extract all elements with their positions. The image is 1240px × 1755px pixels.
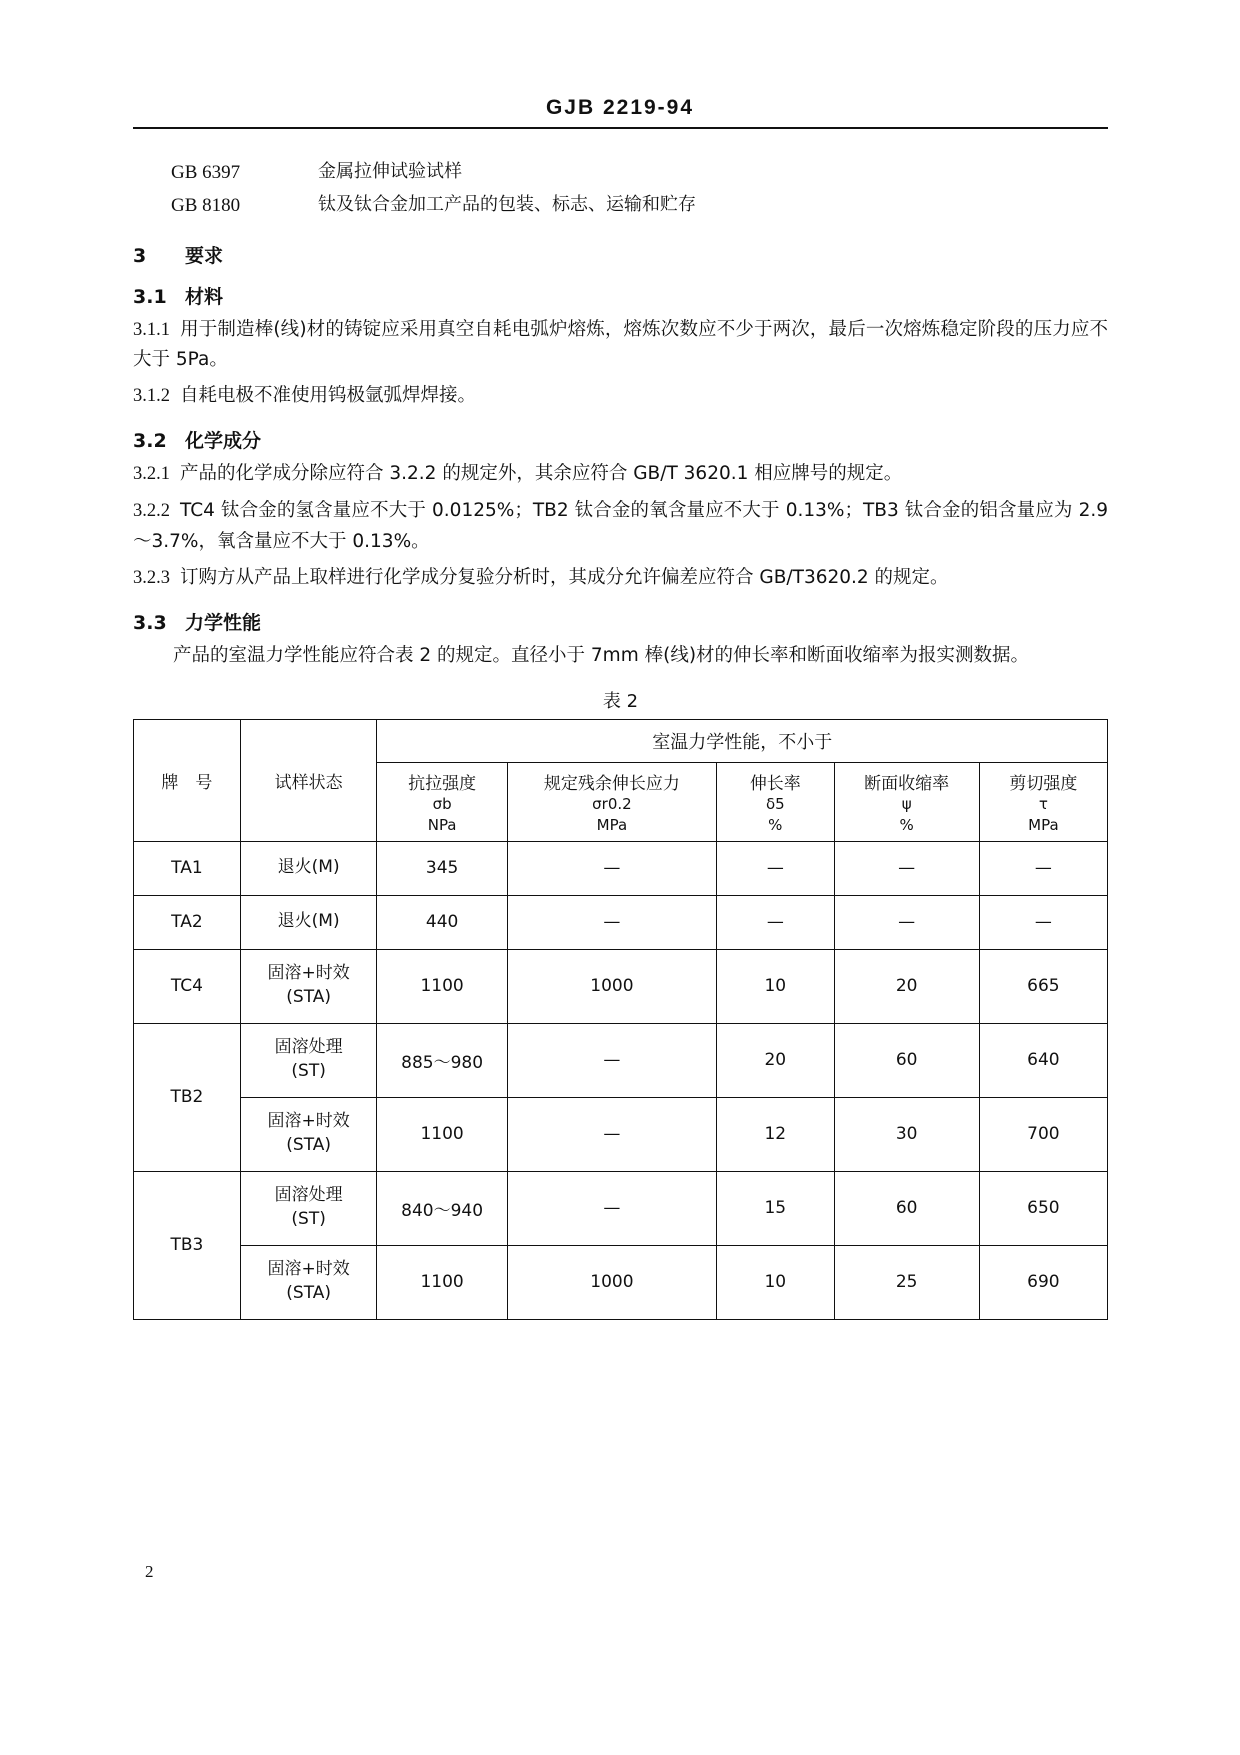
header-shear-strength <box>979 763 1107 842</box>
cell-tensile: 1100 <box>377 1097 507 1171</box>
mechanical-properties-table <box>133 719 1108 1320</box>
header-elongation-symbol: δ5 <box>765 795 785 814</box>
cell-state-line2: (ST) <box>291 1209 326 1230</box>
cell-state <box>240 1245 377 1319</box>
cell-shear: 690 <box>979 1245 1107 1319</box>
header-elongation-name: 伸长率 <box>749 774 801 795</box>
cell-grade: TB2 <box>134 1023 241 1171</box>
section-title: 力学性能 <box>185 612 262 635</box>
cell-proof: 1000 <box>507 949 716 1023</box>
cell-reduction: 25 <box>834 1245 979 1319</box>
section-heading-3 <box>133 241 1108 268</box>
cell-state <box>240 1023 377 1097</box>
cell-state-line1: 固溶处理 <box>274 1037 343 1058</box>
paragraph-3-1-2 <box>133 381 1108 412</box>
header-reduction-name: 断面收缩率 <box>864 774 950 795</box>
header-reduction-of-area <box>834 763 979 842</box>
paragraph-number: 3.2.1 <box>133 464 170 485</box>
cell-reduction: — <box>834 895 979 949</box>
table-header-row-group <box>134 720 1108 763</box>
reference-item <box>133 189 1108 222</box>
section-number: 3.3 <box>133 612 167 635</box>
cell-elongation: 15 <box>717 1171 834 1245</box>
header-rule <box>133 127 1108 129</box>
cell-state-line1: 固溶+时效 <box>267 963 350 984</box>
header-reduction-unit: % <box>899 815 914 834</box>
section-title: 化学成分 <box>185 430 262 453</box>
cell-state <box>240 1097 377 1171</box>
cell-tensile: 1100 <box>377 1245 507 1319</box>
cell-reduction: 60 <box>834 1023 979 1097</box>
cell-state-line2: (STA) <box>286 987 332 1008</box>
header-shear-unit: MPa <box>1028 815 1059 834</box>
section-heading-3-1 <box>133 282 1108 309</box>
cell-shear: 650 <box>979 1171 1107 1245</box>
section-heading-3-3 <box>133 608 1108 635</box>
section-number: 3.1 <box>133 285 167 308</box>
cell-proof: — <box>507 895 716 949</box>
reference-title: 金属拉伸试验试样 <box>318 161 462 182</box>
header-proof-unit: MPa <box>596 815 628 834</box>
paragraph-number: 3.1.1 <box>133 319 170 340</box>
reference-code: GB 6397 <box>171 162 241 183</box>
table-caption: 表 2 <box>602 691 639 713</box>
header-shear-name: 剪切强度 <box>1009 774 1078 795</box>
cell-state-line2: (STA) <box>286 1135 332 1156</box>
section-number: 3 <box>133 244 147 267</box>
paragraph-number: 3.2.2 <box>133 501 170 522</box>
header-tensile-name: 抗拉强度 <box>408 774 477 795</box>
header-proof-name: 规定残余伸长应力 <box>543 774 680 795</box>
cell-proof: 1000 <box>507 1245 716 1319</box>
cell-tensile: 840～940 <box>377 1171 507 1245</box>
paragraph-3-2-2 <box>133 496 1108 557</box>
cell-elongation: — <box>717 841 834 895</box>
paragraph-text: TC4 钛合金的氢含量应不大于 0.0125%；TB2 钛合金的氧含量应不大于 0.13%；TB3 钛合金的铝含量应为 2.9～3.7%，氧含量应不大于 0.13%。 <box>133 500 1108 553</box>
paragraph-3-3-body: 产品的室温力学性能应符合表 2 的规定。直径小于 7mm 棒(线)材的伸长率和断面收缩率为报实测数据。 <box>173 645 1030 667</box>
header-proof-symbol: σr0.2 <box>592 795 632 814</box>
cell-state-line1: 固溶处理 <box>274 1185 343 1206</box>
cell-shear: 640 <box>979 1023 1107 1097</box>
cell-elongation: 20 <box>717 1023 834 1097</box>
cell-proof: — <box>507 1097 716 1171</box>
cell-reduction: 20 <box>834 949 979 1023</box>
cell-state <box>240 949 377 1023</box>
cell-elongation: 10 <box>717 1245 834 1319</box>
section-title: 要求 <box>185 244 224 267</box>
cell-proof: — <box>507 1171 716 1245</box>
paragraph-text: 产品的化学成分除应符合 3.2.2 的规定外，其余应符合 GB/T 3620.1 相应牌号的规定。 <box>180 463 903 485</box>
cell-state-line2: (ST) <box>291 1061 326 1082</box>
table-row <box>134 895 1108 949</box>
table-row <box>134 1171 1108 1245</box>
page-content <box>133 148 1108 1320</box>
section-title: 材料 <box>185 285 224 308</box>
paragraph-3-2-3 <box>133 563 1108 594</box>
cell-proof: — <box>507 841 716 895</box>
table-row <box>134 1023 1108 1097</box>
section-number: 3.2 <box>133 430 167 453</box>
cell-elongation: — <box>717 895 834 949</box>
standard-number: GJB 2219-94 <box>545 96 695 119</box>
table-row <box>134 841 1108 895</box>
header-group-room-temp: 室温力学性能，不小于 <box>377 720 1108 763</box>
cell-tensile: 1100 <box>377 949 507 1023</box>
paragraph-3-2-1 <box>133 459 1108 490</box>
header-tensile-symbol: σb <box>432 795 452 814</box>
header-grade: 牌 号 <box>134 720 241 842</box>
paragraph-text: 订购方从产品上取样进行化学成分复验分析时，其成分允许偏差应符合 GB/T3620.2 的规定。 <box>180 567 949 589</box>
cell-shear: 665 <box>979 949 1107 1023</box>
header-tensile-strength <box>377 763 507 842</box>
header-state: 试样状态 <box>240 720 377 842</box>
cell-grade: TB3 <box>134 1171 241 1319</box>
header-shear-symbol: τ <box>1038 795 1048 814</box>
paragraph-text: 自耗电极不准使用钨极氩弧焊焊接。 <box>180 385 477 407</box>
reference-title: 钛及钛合金加工产品的包装、标志、运输和贮存 <box>318 194 696 216</box>
reference-code: GB 8180 <box>171 195 241 217</box>
cell-state-line1: 固溶+时效 <box>267 1111 350 1132</box>
header-tensile-unit: NPa <box>427 815 457 834</box>
cell-shear: 700 <box>979 1097 1107 1171</box>
table-row <box>134 1245 1108 1319</box>
header-elongation <box>717 763 834 842</box>
cell-shear: — <box>979 895 1107 949</box>
header-reduction-symbol: ψ <box>901 795 912 814</box>
paragraph-3-1-1 <box>133 315 1108 376</box>
header-elongation-unit: % <box>768 815 783 834</box>
cell-state <box>240 1171 377 1245</box>
section-heading-3-2 <box>133 426 1108 453</box>
reference-list <box>133 156 1108 223</box>
table-row <box>134 949 1108 1023</box>
cell-state: 退火(M) <box>240 895 377 949</box>
header-proof-stress <box>507 763 716 842</box>
cell-grade: TA2 <box>134 895 241 949</box>
cell-reduction: — <box>834 841 979 895</box>
cell-tensile: 885～980 <box>377 1023 507 1097</box>
cell-state-line2: (STA) <box>286 1283 332 1304</box>
cell-tensile: 345 <box>377 841 507 895</box>
reference-item <box>133 156 1108 189</box>
paragraph-number: 3.1.2 <box>133 386 170 407</box>
page-number: 2 <box>145 1562 154 1581</box>
cell-state: 退火(M) <box>240 841 377 895</box>
table-row <box>134 1097 1108 1171</box>
cell-grade: TC4 <box>134 949 241 1023</box>
paragraph-number: 3.2.3 <box>133 568 170 589</box>
cell-reduction: 30 <box>834 1097 979 1171</box>
cell-proof: — <box>507 1023 716 1097</box>
cell-tensile: 440 <box>377 895 507 949</box>
cell-grade: TA1 <box>134 841 241 895</box>
cell-elongation: 10 <box>717 949 834 1023</box>
cell-reduction: 60 <box>834 1171 979 1245</box>
cell-shear: — <box>979 841 1107 895</box>
cell-state-line1: 固溶+时效 <box>267 1259 350 1280</box>
paragraph-text: 用于制造棒(线)材的铸锭应采用真空自耗电弧炉熔炼，熔炼次数应不少于两次，最后一次熔炼稳定阶段的压力应不大于 5Pa。 <box>133 318 1108 371</box>
cell-elongation: 12 <box>717 1097 834 1171</box>
page-header <box>0 96 1240 120</box>
